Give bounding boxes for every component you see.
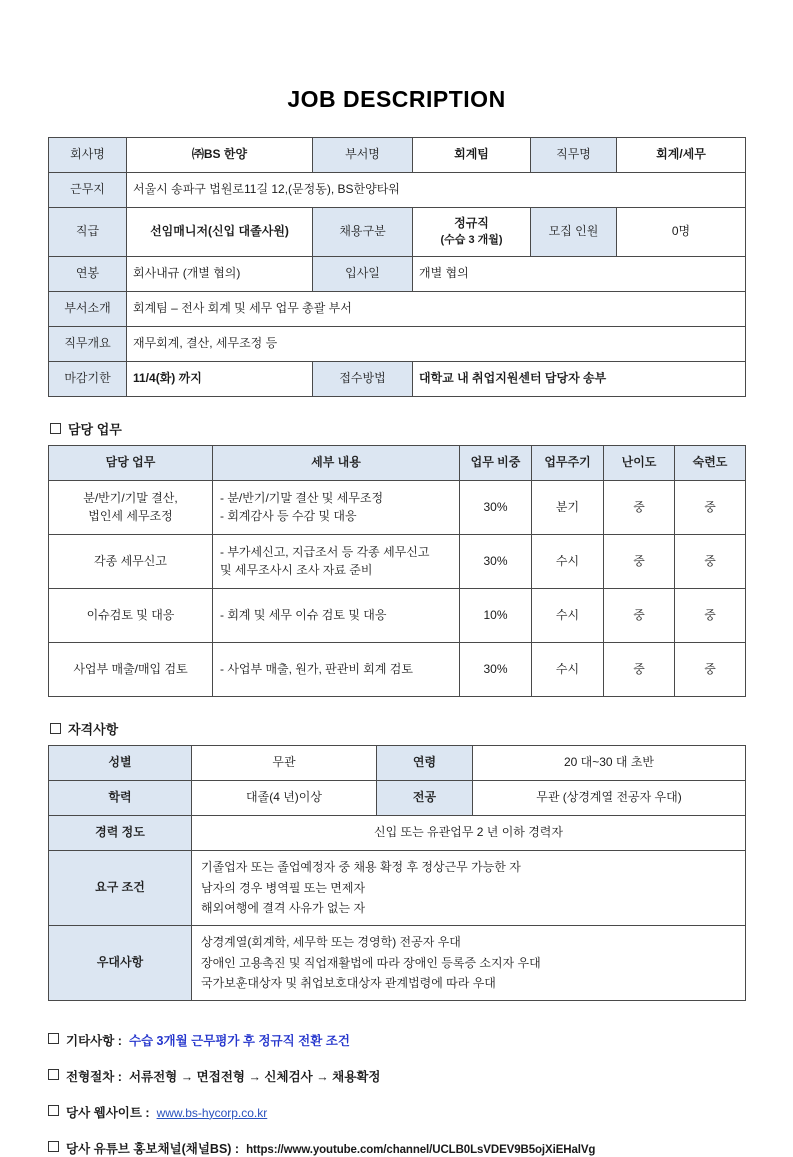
duty-cycle: 수시 xyxy=(532,535,604,589)
duty-skill: 중 xyxy=(675,589,746,643)
requirements-label: 요구 조건 xyxy=(49,851,192,926)
duties-section-heading xyxy=(50,419,745,438)
duty-cycle: 수시 xyxy=(532,643,604,697)
major-value: 무관 (상경계열 전공자 우대) xyxy=(473,781,746,816)
square-bullet-icon xyxy=(48,1141,59,1152)
duty-name xyxy=(49,589,213,643)
duty-name xyxy=(49,535,213,589)
duty-name-line1: 각종 세무신고 xyxy=(94,553,167,568)
col-weight: 업무 비중 xyxy=(460,446,532,481)
job-title-label: 직무명 xyxy=(531,138,617,173)
table-row xyxy=(49,481,746,535)
job-summary-label: 직무개요 xyxy=(49,327,127,362)
table-row xyxy=(49,925,746,1000)
duty-name xyxy=(49,643,213,697)
duty-detail-line2: 및 세무조사시 조사 자료 준비 xyxy=(220,562,373,577)
note-etc-label: 기타사항 : xyxy=(66,1033,122,1048)
col-cycle: 업무주기 xyxy=(532,446,604,481)
worksite-label: 근무지 xyxy=(49,173,127,208)
requirement-line: 해외여행에 결격 사유가 없는 자 xyxy=(201,901,366,916)
duty-detail xyxy=(213,535,460,589)
note-website xyxy=(48,1103,745,1121)
table-row xyxy=(49,292,746,327)
table-row xyxy=(49,851,746,926)
major-label: 전공 xyxy=(377,781,473,816)
table-header-row xyxy=(49,446,746,481)
duty-difficulty: 중 xyxy=(604,589,675,643)
col-skill: 숙련도 xyxy=(675,446,746,481)
duty-weight: 10% xyxy=(460,589,532,643)
duty-name-line1: 분/반기/기말 결산, xyxy=(83,491,178,506)
square-bullet-icon xyxy=(48,1069,59,1080)
salary-value: 회사내규 (개별 협의) xyxy=(127,257,313,292)
duty-cycle: 분기 xyxy=(532,481,604,535)
duty-weight: 30% xyxy=(460,643,532,697)
table-row xyxy=(49,746,746,781)
company-website-link[interactable]: www.bs-hycorp.co.kr xyxy=(156,1105,268,1120)
table-row xyxy=(49,138,746,173)
col-duty: 담당 업무 xyxy=(49,446,213,481)
duty-detail xyxy=(213,589,460,643)
qualification-table xyxy=(48,745,746,1001)
employment-type-sub: (수습 3 개월) xyxy=(440,233,503,246)
requirement-line: 남자의 경우 병역필 또는 면제자 xyxy=(201,880,366,895)
gender-label: 성별 xyxy=(49,746,192,781)
col-difficulty: 난이도 xyxy=(604,446,675,481)
rank-label: 직급 xyxy=(49,208,127,257)
career-value: 신입 또는 유관업무 2 년 이하 경력자 xyxy=(192,816,746,851)
duty-difficulty: 중 xyxy=(604,643,675,697)
apply-method-value: 대학교 내 취업지원센터 담당자 송부 xyxy=(413,362,746,397)
gender-value: 무관 xyxy=(192,746,377,781)
duty-detail-line1: - 회계 및 세무 이슈 검토 및 대응 xyxy=(220,607,387,622)
duty-detail xyxy=(213,481,460,535)
headcount-value: 0명 xyxy=(617,208,746,257)
note-process-value: 서류전형 → 면접전형 → 신체검사 → 채용확정 xyxy=(128,1069,381,1084)
footer-notes xyxy=(48,1031,745,1157)
salary-label: 연봉 xyxy=(49,257,127,292)
table-row xyxy=(49,781,746,816)
duty-cycle: 수시 xyxy=(532,589,604,643)
note-website-label: 당사 웹사이트 : xyxy=(66,1105,150,1120)
department-intro-label: 부서소개 xyxy=(49,292,127,327)
duty-skill: 중 xyxy=(675,643,746,697)
table-row xyxy=(49,643,746,697)
duty-difficulty: 중 xyxy=(604,481,675,535)
age-label: 연령 xyxy=(377,746,473,781)
note-etc-value: 수습 3개월 근무평가 후 정규직 전환 조건 xyxy=(128,1033,350,1048)
company-info-table xyxy=(48,137,746,397)
note-youtube xyxy=(48,1139,745,1157)
table-row xyxy=(49,362,746,397)
square-bullet-icon xyxy=(48,1033,59,1044)
company-name-value: ㈜BS 한양 xyxy=(127,138,313,173)
duties-heading-label: 담당 업무 xyxy=(68,422,122,437)
duty-name xyxy=(49,481,213,535)
page-title: JOB DESCRIPTION xyxy=(287,86,506,112)
department-value: 회계팀 xyxy=(413,138,531,173)
duty-skill: 중 xyxy=(675,481,746,535)
youtube-channel-url[interactable]: https://www.youtube.com/channel/UCLB0LsVDEV9B5ojXiEHalVg xyxy=(246,1143,596,1156)
square-bullet-icon xyxy=(48,1105,59,1116)
preferences-label: 우대사항 xyxy=(49,925,192,1000)
department-intro-value: 회계팀 – 전사 회계 및 세무 업무 총괄 부서 xyxy=(127,292,746,327)
rank-value: 선임매니저(신입 대졸사원) xyxy=(127,208,313,257)
duty-detail-line2: - 회계감사 등 수감 및 대응 xyxy=(220,508,357,523)
education-value: 대졸(4 년)이상 xyxy=(192,781,377,816)
start-date-label: 입사일 xyxy=(313,257,413,292)
career-label: 경력 정도 xyxy=(49,816,192,851)
square-bullet-icon xyxy=(50,423,61,434)
department-label: 부서명 xyxy=(313,138,413,173)
duty-weight: 30% xyxy=(460,481,532,535)
note-etc xyxy=(48,1031,745,1049)
requirements-value xyxy=(192,851,746,926)
table-row xyxy=(49,327,746,362)
note-youtube-label: 당사 유튜브 홍보채널(채널BS) : xyxy=(66,1141,240,1156)
preference-line: 상경계열(회계학, 세무학 또는 경영학) 전공자 우대 xyxy=(201,934,461,949)
duty-name-line1: 사업부 매출/매입 검토 xyxy=(73,661,188,676)
duty-name-line1: 이슈검토 및 대응 xyxy=(86,607,175,622)
note-process-label: 전형절차 : xyxy=(66,1069,122,1084)
duties-table xyxy=(48,445,746,697)
education-label: 학력 xyxy=(49,781,192,816)
note-process xyxy=(48,1067,745,1085)
start-date-value: 개별 협의 xyxy=(413,257,746,292)
preferences-value xyxy=(192,925,746,1000)
duty-difficulty: 중 xyxy=(604,535,675,589)
duty-detail-line1: - 부가세신고, 지급조서 등 각종 세무신고 xyxy=(220,545,430,560)
apply-method-label: 접수방법 xyxy=(313,362,413,397)
employment-type-main: 정규직 xyxy=(454,216,489,231)
duty-weight: 30% xyxy=(460,535,532,589)
requirement-line: 기졸업자 또는 졸업예정자 중 채용 확정 후 정상근무 가능한 자 xyxy=(201,860,521,874)
preference-line: 국가보훈대상자 및 취업보호대상자 관계법령에 따라 우대 xyxy=(201,976,496,991)
table-row xyxy=(49,208,746,257)
job-title-value: 회계/세무 xyxy=(617,138,746,173)
table-row xyxy=(49,257,746,292)
table-row xyxy=(49,173,746,208)
duty-skill: 중 xyxy=(675,535,746,589)
qualification-heading-label: 자격사항 xyxy=(68,722,119,737)
employment-type-label: 채용구분 xyxy=(313,208,413,257)
worksite-value: 서울시 송파구 법원로11길 12,(문정동), BS한양타워 xyxy=(127,173,746,208)
table-row xyxy=(49,589,746,643)
company-name-label: 회사명 xyxy=(49,138,127,173)
headcount-label: 모집 인원 xyxy=(531,208,617,257)
job-summary-value: 재무회계, 결산, 세무조정 등 xyxy=(127,327,746,362)
square-bullet-icon xyxy=(50,723,61,734)
duty-detail-line1: - 사업부 매출, 원가, 판관비 회계 검토 xyxy=(220,661,413,676)
employment-type-value xyxy=(413,208,531,257)
duty-detail-line1: - 분/반기/기말 결산 및 세무조정 xyxy=(220,491,384,506)
duty-detail xyxy=(213,643,460,697)
duty-name-line2: 법인세 세무조정 xyxy=(88,508,173,523)
qualification-section-heading xyxy=(50,719,745,738)
deadline-label: 마감기한 xyxy=(49,362,127,397)
table-row xyxy=(49,816,746,851)
table-row xyxy=(49,535,746,589)
age-value: 20 대~30 대 초반 xyxy=(473,746,746,781)
preference-line: 장애인 고용촉진 및 직업재활법에 따라 장애인 등록증 소지자 우대 xyxy=(201,955,541,970)
col-detail: 세부 내용 xyxy=(213,446,460,481)
deadline-value: 11/4(화) 까지 xyxy=(127,362,313,397)
